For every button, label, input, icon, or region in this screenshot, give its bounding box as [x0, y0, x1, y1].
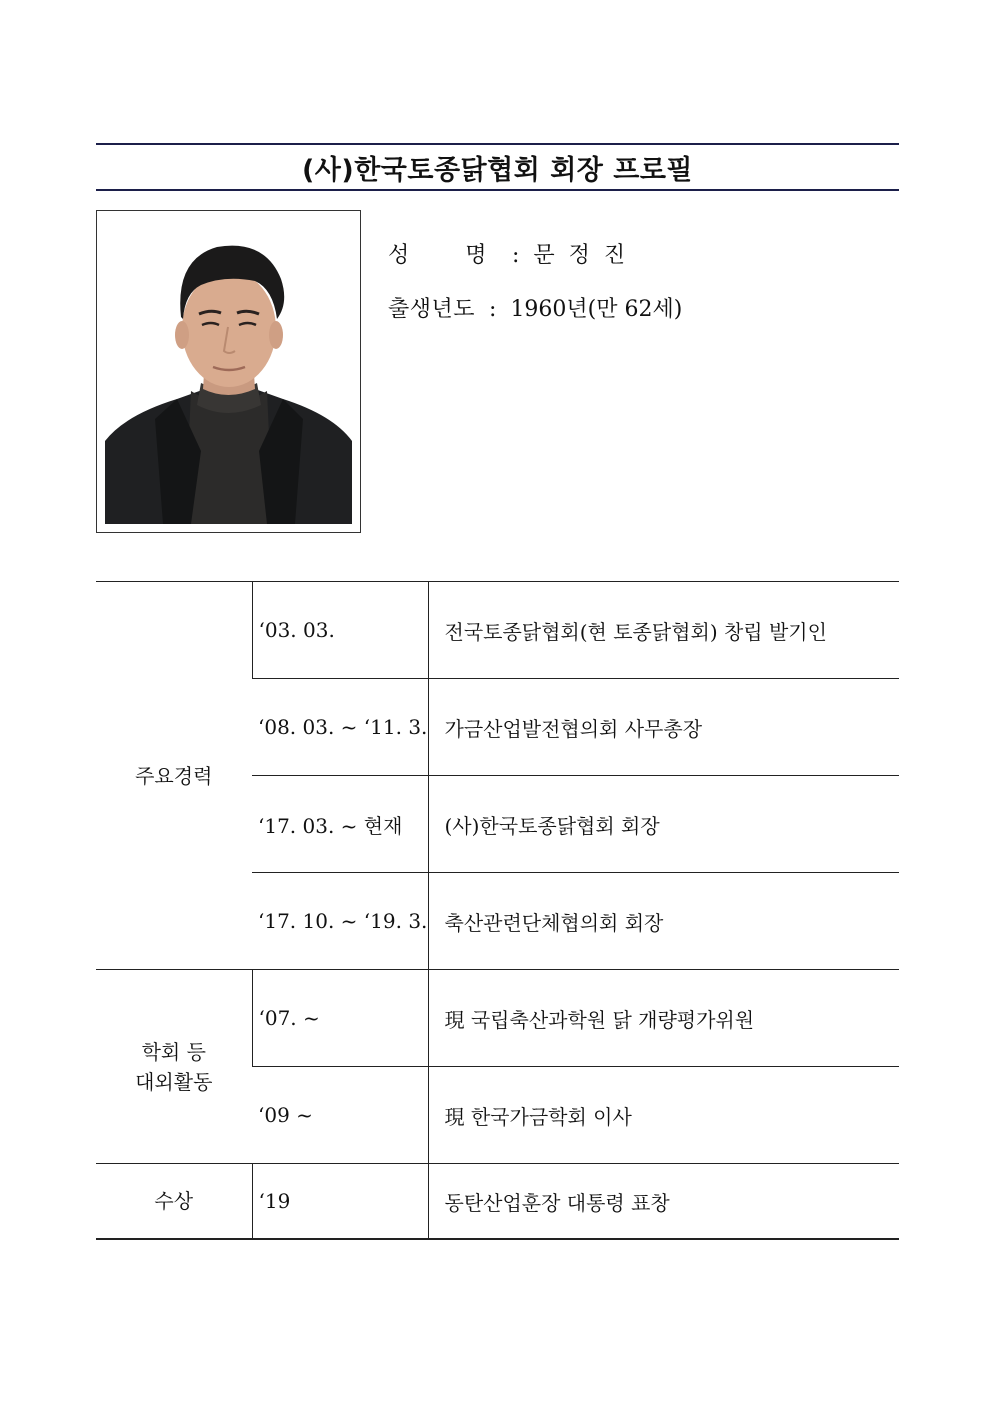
- portrait-illustration: [105, 219, 352, 524]
- table-row: [96, 970, 899, 1067]
- birth-separator: :: [489, 297, 497, 322]
- row-date: ‘07. ~: [252, 970, 428, 1067]
- category-career: 주요경력: [96, 582, 252, 970]
- page-title: (사)한국토종닭협회 회장 프로필: [301, 154, 694, 186]
- row-date: ‘03. 03.: [252, 582, 428, 679]
- category-external-activities: [96, 970, 252, 1164]
- birth-value: 1960년(만 62세): [510, 297, 683, 322]
- table-row: [96, 1164, 899, 1240]
- row-description: 現 국립축산과학원 닭 개량평가위원: [428, 970, 899, 1067]
- row-date: ‘17. 10. ~ ‘19. 3.: [252, 873, 428, 970]
- row-date: ‘09 ~: [252, 1067, 428, 1164]
- row-description: 現 한국가금학회 이사: [428, 1067, 899, 1164]
- row-description: (사)한국토종닭협회 회장: [428, 776, 899, 873]
- row-description: 동탄산업훈장 대통령 표창: [428, 1164, 899, 1240]
- row-description: 전국토종닭협회(현 토종닭협회) 창립 발기인: [428, 582, 899, 679]
- birth-label: 출생년도: [388, 297, 476, 322]
- name-label: [388, 238, 498, 269]
- name-separator: :: [512, 243, 520, 268]
- title-band: [96, 143, 899, 191]
- row-description: 가금산업발전협의회 사무총장: [428, 679, 899, 776]
- category-line-2: 대외활동: [135, 1069, 213, 1094]
- row-date: ‘08. 03. ~ ‘11. 3.: [252, 679, 428, 776]
- name-value: 문정진: [533, 243, 640, 268]
- birth-line: [388, 292, 682, 323]
- career-table: [96, 581, 899, 1240]
- category-line-1: 학회 등: [141, 1039, 206, 1064]
- row-date: ‘17. 03. ~ 현재: [252, 776, 428, 873]
- name-label-part-1: 성: [388, 243, 410, 268]
- name-line: [388, 238, 639, 269]
- name-label-part-2: 명: [465, 243, 487, 268]
- category-awards: 수상: [96, 1164, 252, 1240]
- profile-photo: [96, 210, 361, 533]
- row-date: ‘19: [252, 1164, 428, 1240]
- table-row: [96, 582, 899, 679]
- row-description: 축산관련단체협의회 회장: [428, 873, 899, 970]
